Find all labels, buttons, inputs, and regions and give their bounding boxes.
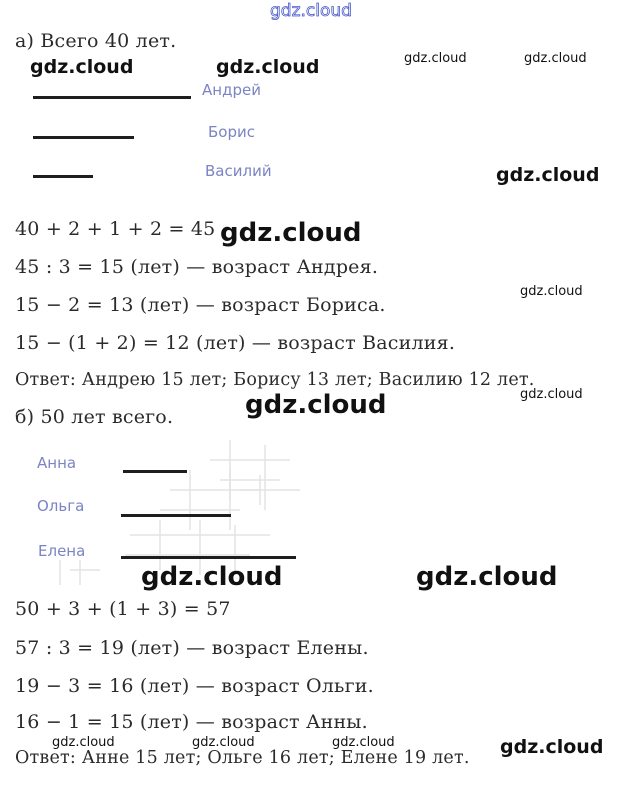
watermark: gdz.cloud xyxy=(216,56,320,78)
watermark: gdz.cloud xyxy=(220,218,362,248)
watermark: gdz.cloud xyxy=(404,51,467,66)
name-label-boris: Борис xyxy=(208,123,255,141)
watermark: gdz.cloud xyxy=(30,56,134,78)
watermark: gdz.cloud xyxy=(520,284,583,299)
watermark-top: gdz.cloud xyxy=(270,1,352,21)
watermark: gdz.cloud xyxy=(496,164,600,186)
part-a-heading: а) Всего 40 лет. xyxy=(15,30,177,52)
calc-a-line-1: 40 + 2 + 1 + 2 = 45 xyxy=(15,218,216,240)
watermark: gdz.cloud xyxy=(245,390,387,420)
calc-b-line-2: 57 : 3 = 19 (лет) — возраст Елены. xyxy=(15,637,369,659)
name-label-anna: Анна xyxy=(37,454,77,472)
calc-b-line-4: 16 − 1 = 15 (лет) — возраст Анны. xyxy=(15,711,368,733)
answer-b: Ответ: Анне 15 лет; Ольге 16 лет; Елене 19 лет. xyxy=(15,748,470,768)
name-label-elena: Елена xyxy=(38,542,86,560)
segment-anna xyxy=(123,470,187,473)
segment-vasily xyxy=(33,175,93,178)
watermark: gdz.cloud xyxy=(52,735,115,750)
watermark: gdz.cloud xyxy=(524,51,587,66)
calc-b-line-1: 50 + 3 + (1 + 3) = 57 xyxy=(15,598,231,620)
watermark: gdz.cloud xyxy=(500,736,604,758)
watermark: gdz.cloud xyxy=(192,735,255,750)
segment-boris xyxy=(33,136,134,139)
segment-elena xyxy=(121,556,296,559)
name-label-andrey: Андрей xyxy=(202,81,261,99)
segment-andrey xyxy=(33,96,191,99)
calc-a-line-4: 15 − (1 + 2) = 12 (лет) — возраст Василия. xyxy=(15,332,456,354)
watermark: gdz.cloud xyxy=(416,562,558,592)
calc-b-line-3: 19 − 3 = 16 (лет) — возраст Ольги. xyxy=(15,675,374,697)
calc-a-line-2: 45 : 3 = 15 (лет) — возраст Андрея. xyxy=(15,256,379,278)
name-label-vasily: Василий xyxy=(205,162,272,180)
watermark: gdz.cloud xyxy=(332,735,395,750)
answer-a: Ответ: Андрею 15 лет; Борису 13 лет; Василию 12 лет. xyxy=(15,370,535,390)
name-label-olga: Ольга xyxy=(37,497,85,515)
watermark: gdz.cloud xyxy=(141,562,283,592)
watermark: gdz.cloud xyxy=(520,387,583,402)
calc-a-line-3: 15 − 2 = 13 (лет) — возраст Бориса. xyxy=(15,294,386,316)
part-b-heading: б) 50 лет всего. xyxy=(15,406,174,428)
segment-olga xyxy=(121,514,231,517)
